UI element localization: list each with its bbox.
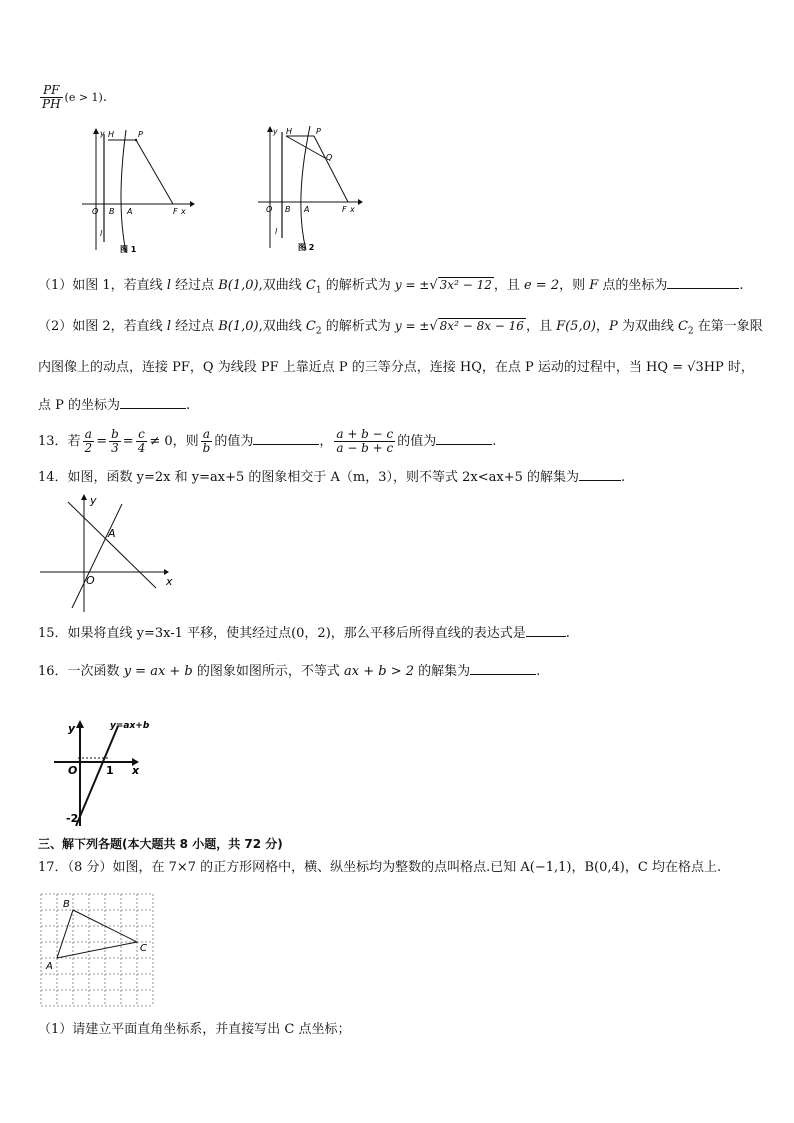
answer-blank-13-1[interactable] xyxy=(253,430,319,445)
fig2-caption: 图 2 xyxy=(298,243,315,252)
section-3-heading: 三、解下列各题(本大题共 8 小题，共 72 分) xyxy=(38,837,283,851)
figure-1 xyxy=(78,124,198,256)
q16: 16．一次函数 y = ax + b 的图象如图所示，不等式 ax + b > 2 的解集为 . xyxy=(38,660,540,682)
fig2-y-label: y xyxy=(273,127,278,136)
q16-x-label: x xyxy=(132,764,140,777)
frac-a-b: $\frac{a}{b}$ xyxy=(202,427,211,455)
fig2-l-label: l xyxy=(275,227,278,236)
answer-blank-13-2[interactable] xyxy=(436,430,492,445)
frac-a-2: $\frac{a}{2}$ xyxy=(84,427,93,455)
q13: 13．若 $\frac{a}{2}$ = $\frac{b}{3}$ = $\frac{c}{4}$ ≠ 0，则 $\frac{a}{b}$ 的值为 ， $\frac{a + b - c}{a - b + c}$ 的值为 . xyxy=(38,427,497,455)
fig2-b-label: B xyxy=(285,205,291,214)
q16-neg2-label: -2 xyxy=(66,812,79,825)
top-fraction-line: $\frac{PF}{PH}$ (e > 1). xyxy=(42,83,107,111)
q14: 14．如图，函数 y=2x 和 y=ax+5 的图象相交于 A（m，3），则不等式 2x<ax+5 的解集为 . xyxy=(38,466,625,488)
q16-y-label: y xyxy=(68,722,76,735)
fig2-x-label: x xyxy=(350,205,355,214)
q16-o-label: O xyxy=(68,764,78,777)
figure-q14 xyxy=(38,492,178,614)
q12-part2-line1: （2）如图 2，若直线 l 经过点 B(1,0),双曲线 $C_2$ 的解析式为 y = ±√ 8x² − 8x − 16 ，且 F(5,0)，P 为双曲线 $C_2$ 在第一象限 xyxy=(38,319,763,337)
fig1-o-label: O xyxy=(92,207,99,216)
answer-blank-16[interactable] xyxy=(470,660,536,675)
fig1-f-label: F xyxy=(173,207,178,216)
fig1-h-label: H xyxy=(108,130,115,139)
q17-part1: （1）请建立平面直角坐标系，并直接写出 C 点坐标； xyxy=(38,1022,351,1037)
fig2-o-label: O xyxy=(266,205,273,214)
frac-c-4: $\frac{c}{4}$ xyxy=(137,427,146,455)
fig1-y-label: y xyxy=(100,129,105,138)
q15: 15．如果将直线 y=3x-1 平移，使其经过点(0，2)，那么平移后所得直线的表达式是 . xyxy=(38,622,570,644)
figure-q16 xyxy=(52,716,162,828)
frac-b-3: $\frac{b}{3}$ xyxy=(111,427,119,455)
fig2-f-label: F xyxy=(342,205,347,214)
fig1-b-label: B xyxy=(109,207,115,216)
fig1-a-label: A xyxy=(127,207,133,216)
q16-one-label: 1 xyxy=(106,764,114,777)
sqrt-sign: √ xyxy=(429,278,438,293)
q14-y-label: y xyxy=(90,494,97,507)
q12-part2-line2: 内图像上的动点，连接 PF，Q 为线段 PF 上靠近点 P 的三等分点，连接 HQ，在点 P 运动的过程中，当 HQ = √3HP 时， xyxy=(38,360,754,375)
sqrt-sign-2: √ xyxy=(429,319,438,334)
fig2-p-label: P xyxy=(316,127,321,136)
fig2-q-label: Q xyxy=(326,153,333,162)
q14-o-label: O xyxy=(86,574,95,587)
fig2-h-label: H xyxy=(286,127,293,136)
fig1-x-label: x xyxy=(181,207,186,216)
pf-ph-fraction: $\frac{PF}{PH}$ xyxy=(42,83,61,111)
q12-part1: （1）如图 1，若直线 l 经过点 B(1,0),双曲线 $C_1$ 的解析式为 y = ±√ 3x² − 12 ，且 e = 2，则 F 点的坐标为 . xyxy=(38,274,744,301)
frac-abc: $\frac{a + b - c}{a - b + c}$ xyxy=(336,427,394,455)
q17-c-label: C xyxy=(140,943,147,954)
figure-q17-grid xyxy=(40,893,158,1007)
answer-blank-12-1[interactable] xyxy=(667,274,739,289)
answer-blank-12-2[interactable] xyxy=(120,394,186,409)
q14-a-label: A xyxy=(108,527,116,540)
q17-a-label: A xyxy=(46,961,53,972)
fig1-caption: 图 1 xyxy=(120,245,137,254)
q17-b-label: B xyxy=(63,899,70,910)
figure-2 xyxy=(254,122,374,254)
q14-x-label: x xyxy=(166,575,173,588)
answer-blank-15[interactable] xyxy=(526,622,566,637)
q17: 17．（8 分）如图，在 7×7 的正方形网格中，横、纵坐标均为整数的点叫格点.已知 A(−1,1)，B(0,4)，C 均在格点上. xyxy=(38,860,722,875)
answer-blank-14[interactable] xyxy=(579,466,621,481)
fig1-l-label: l xyxy=(100,229,103,238)
q16-line-label: y=ax+b xyxy=(110,721,150,731)
fig1-p-label: P xyxy=(138,130,143,139)
q12-part2-line3: 点 P 的坐标为 . xyxy=(38,394,190,416)
fig2-a-label: A xyxy=(304,205,310,214)
